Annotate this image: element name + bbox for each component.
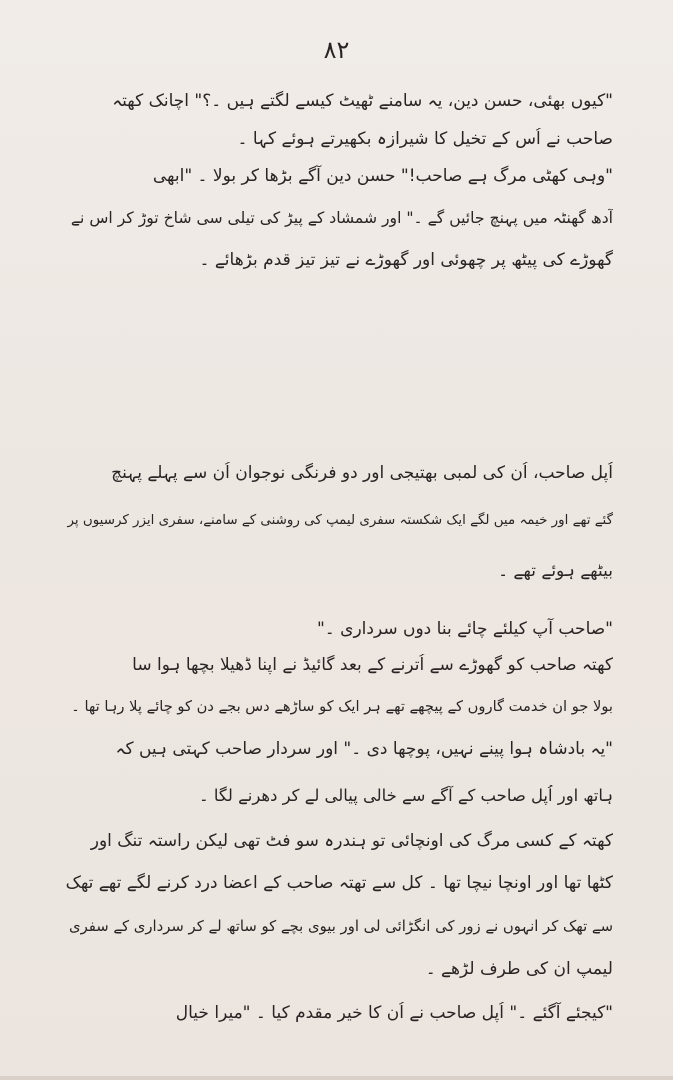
text-line: آدھ گھنٹہ میں پہنچ جائیں گے ۔" اور شمشاد کے پیڑ کی تیلی سی شاخ توڑ کر اس نے: [70, 209, 613, 227]
text-line: بیٹھے ہوئے تھے ۔: [498, 561, 613, 581]
text-line: "صاحب آپ کیلئے چائے بنا دوں سرداری ۔": [316, 619, 613, 639]
text-line: لیمپ ان کی طرف لڑھے ۔: [425, 959, 613, 979]
text-line: کھتہ کے کسی مرگ کی اونچائی تو ہندرہ سو فٹ تھی لیکن راستہ تنگ اور: [90, 831, 613, 851]
text-line: اُپل صاحب، اُن کی لمبی بھتیجی اور دو فرنگی نوجوان اُن سے پہلے پہنچ: [111, 463, 613, 483]
text-line: کھتہ صاحب کو گھوڑے سے اُترنے کے بعد گائیڈ نے اپنا ڈھیلا بچھا ہوا سا: [132, 655, 613, 675]
text-line: کٹھا تھا اور اونچا نیچا تھا ۔ کل سے تھتہ صاحب کے اعضا درد کرنے لگے تھے تھک: [65, 873, 613, 893]
text-line: صاحب نے اُس کے تخیل کا شیرازہ بکھیرتے ہوئے کہا ۔: [237, 129, 613, 149]
text-line: "کیجئے آگئے ۔" اُپل صاحب نے اُن کا خیر مقدم کیا ۔ "میرا خیال: [175, 1003, 613, 1023]
text-line: گھوڑے کی پیٹھ پر چھوئی اور گھوڑے نے تیز تیز قدم بڑھائے ۔: [199, 250, 613, 270]
text-line: ہاتھ اور اُپل صاحب کے آگے سے خالی پیالی لے کر دھرنے لگا ۔: [199, 786, 613, 805]
text-line: بولا جو ان خدمت گاروں کے پیچھے تھے ہر ایک کو ساڑھے دس بجے دن کو چائے پلا رہا تھا ۔: [71, 698, 613, 715]
page-number: ۸۲: [323, 36, 350, 64]
text-line: "وہی کھٹی مرگ ہے صاحب!" حسن دین آگے بڑھا کر بولا ۔ "ابھی: [152, 166, 613, 186]
text-line: سے تھک کر انہوں نے زور کی انگڑائی لی اور بیوی بچے کو ساتھ لے کر سرداری کے سفری: [68, 918, 613, 935]
text-line: "یہ بادشاہ ہوا پینے نہیں، پوچھا دی ۔" اور سردار صاحب کہتی ہیں کہ: [115, 739, 613, 759]
text-line: گئے تھے اور خیمہ میں لگے ایک شکستہ سفری لیمپ کی روشنی کے سامنے، سفری ایزر کرسیوں پر: [67, 513, 613, 528]
text-line: "کیوں بھئی، حسن دین، یہ سامنے ٹھیٹ کیسے لگتے ہیں ۔؟" اچانک کھتہ: [112, 91, 613, 111]
